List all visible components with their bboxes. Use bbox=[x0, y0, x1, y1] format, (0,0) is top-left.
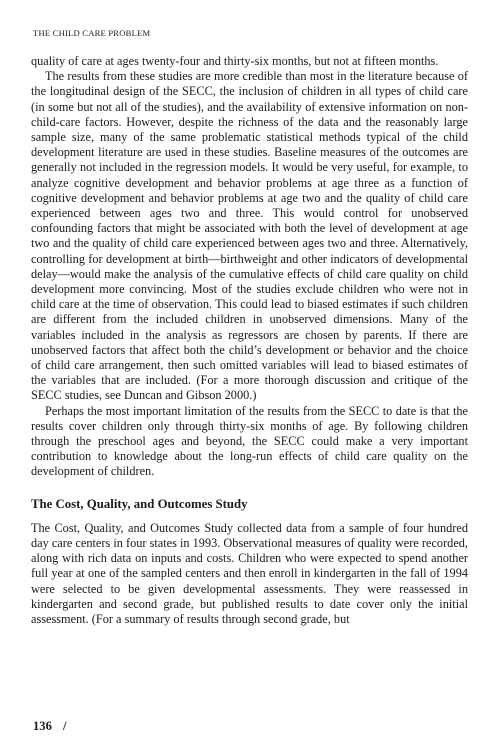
paragraph-secc-limitation: Perhaps the most important limitation of the results from the SECC to date is that the results cover children only through thirty-six months of age. By following children through the preschool ages and beyond, the SECC could make a very important contribution to knowledge about the long-run effects of child care quality on the development of children. bbox=[31, 403, 468, 479]
body-text bbox=[31, 54, 468, 627]
page bbox=[31, 28, 468, 627]
running-head: THE CHILD CARE PROBLEM bbox=[33, 28, 151, 38]
paragraph-continued: quality of care at ages twenty-four and thirty-six months, but not at fifteen months. bbox=[31, 54, 439, 68]
section-heading: The Cost, Quality, and Outcomes Study bbox=[31, 496, 248, 511]
paragraph-cqo-study: The Cost, Quality, and Outcomes Study collected data from a sample of four hundred day care centers in four states in 1993. Observational measures of quality were recorded, along with rich data on inputs and costs. Children who were expected to spend another full year at one of the sampled centers and then enroll in kindergarten in the fall of 1994 were selected to be given developmental assessments. They were reassessed in kindergarten and second grade, but published results to date cover only the initial assessment. (For a summary of results through second grade, but bbox=[31, 520, 468, 626]
paragraph-secc-results: The results from these studies are more credible than most in the literature because of the longitudinal design of the SECC, the inclusion of children in all types of child care (in some but not all of the studies), and the availability of extensive information on non-child-care factors. However, despite the richness of the data and the reasonably large sample size, many of the same problematic statistical methods typical of the child development literature are used in these studies. Baseline measures of the outcomes are generally not included in the regression models. It would be very useful, for example, to analyze cognitive development and behavior problems at age three as a function of cognitive development and behavior problems at age two and the quality of child care experienced between ages two and three. This would control for unobserved confounding factors that might be associated with both the level of development at age two and the quality of child care experienced between ages two and three. Alternatively, controlling for development at birth—birthweight and other indicators of developmental delay—would make the analysis of the cumulative effects of child care quality on child development more convincing. Most of the studies exclude children who were not in child care at the time of observation. This could lead to biased estimates if such children are different from the included children in unobserved dimensions. Many of the variables included in the analysis as regressors are chosen by parents. If there are unobserved factors that affect both the child’s development or behavior and the choice of child care arrangement, then such omitted variables will lead to biased estimates of the variables that are included. (For a more thorough discussion and critique of the SECC studies, see Duncan and Gibson 2000.) bbox=[31, 69, 468, 403]
page-number: 136 / bbox=[33, 719, 67, 733]
